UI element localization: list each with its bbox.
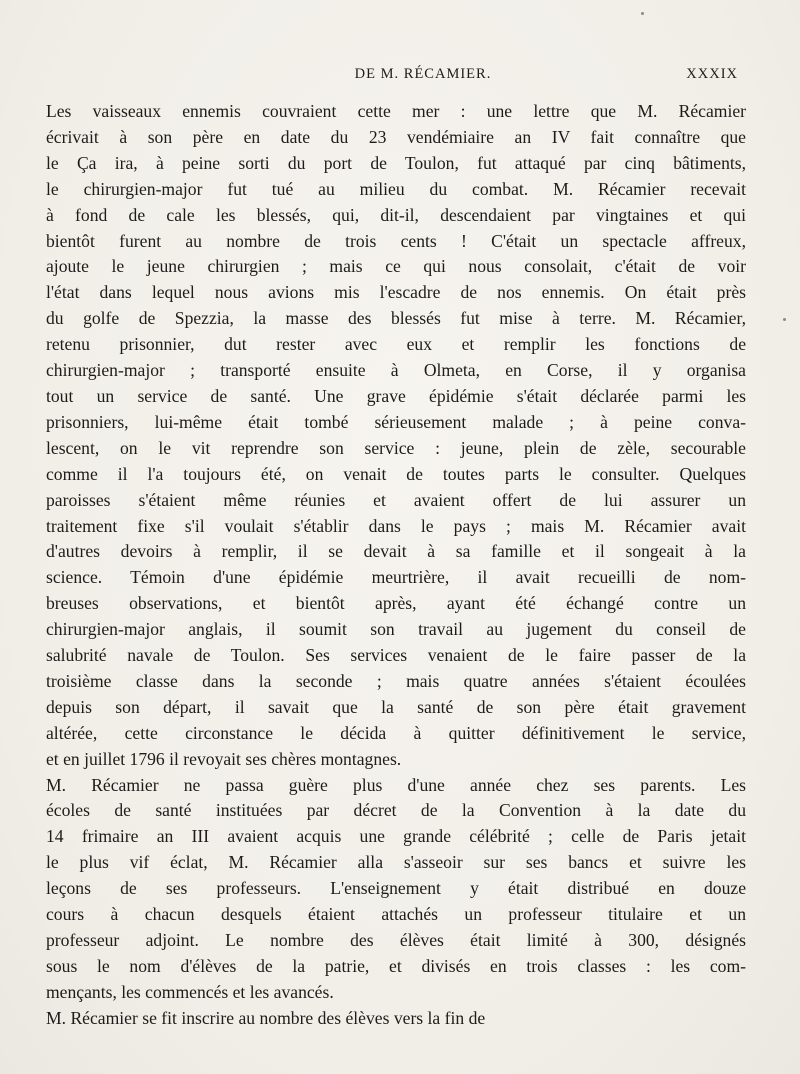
text-line: d'autres devoirs à remplir, il se devait à sa famille et il songeait à la [46, 541, 746, 562]
paragraph-1 [46, 99, 746, 773]
text-line: mençants, les commencés et les avancés. [46, 981, 334, 1002]
text-line: science. Témoin d'une épidémie meurtrière, il avait recueilli de nom- [46, 567, 746, 588]
text-line: le chirurgien-major fut tué au milieu du combat. M. Récamier recevait [46, 178, 746, 199]
text-line: breuses observations, et bientôt après, ayant été échangé contre un [46, 593, 746, 614]
text-line: troisième classe dans la seconde ; mais quatre années s'étaient écoulées [46, 670, 746, 691]
text-line: écoles de santé instituées par décret de la Convention à la date du [46, 800, 746, 821]
text-line: ajoute le jeune chirurgien ; mais ce qui nous consolait, c'était de voir [46, 256, 746, 277]
text-line: traitement fixe s'il voulait s'établir dans le pays ; mais M. Récamier avait [46, 515, 746, 536]
text-line: à fond de cale les blessés, qui, dit-il, descendaient par vingtaines et qui [46, 204, 746, 225]
text-line: leçons de ses professeurs. L'enseignement y était distribué en douze [46, 878, 746, 899]
text-line: chirurgien-major ; transporté ensuite à Olmeta, en Corse, il y organisa [46, 360, 746, 381]
text-line: et en juillet 1796 il revoyait ses chères montagnes. [46, 748, 402, 769]
text-line: altérée, cette circonstance le décida à quitter définitivement le service, [46, 722, 746, 743]
text-line: tout un service de santé. Une grave épidémie s'était déclarée parmi les [46, 385, 746, 406]
text-line: écrivait à son père en date du 23 vendémiaire an IV fait connaître que [46, 126, 746, 147]
text-line: Les vaisseaux ennemis couvraient cette mer : une lettre que M. Récamier [46, 101, 746, 121]
text-line: 14 frimaire an III avaient acquis une grande célébrité ; celle de Paris jetait [46, 826, 746, 847]
running-head-title: DE M. RÉCAMIER. [354, 66, 492, 82]
body-text [46, 99, 746, 1032]
text-line: du golfe de Spezzia, la masse des blessés fut mise à terre. M. Récamier, [46, 308, 746, 329]
text-line: cours à chacun desquels étaient attachés un professeur titulaire et un [46, 904, 746, 925]
paragraph-2 [46, 773, 746, 1006]
text-line: sous le nom d'élèves de la patrie, et divisés en trois classes : les com- [46, 955, 746, 976]
text-line: bientôt furent au nombre de trois cents ! C'était un spectacle affreux, [46, 230, 746, 251]
ink-speck [783, 318, 786, 321]
text-line: prisonniers, lui-même était tombé sérieusement malade ; à peine conva- [46, 411, 746, 432]
text-line: chirurgien-major anglais, il soumit son travail au jugement du conseil de [46, 619, 746, 640]
text-line: depuis son départ, il savait que la santé de son père était gravement [46, 696, 746, 717]
page-number: XXXIX [686, 66, 738, 82]
running-head [108, 66, 738, 88]
text-line: l'état dans lequel nous avions mis l'escadre de nos ennemis. On était près [46, 282, 746, 303]
text-line: retenu prisonnier, dut rester avec eux et remplir les fonctions de [46, 334, 746, 355]
text-line: comme il l'a toujours été, on venait de toutes parts le consulter. Quelques [46, 463, 746, 484]
text-line: salubrité navale de Toulon. Ses services venaient de le faire passer de la [46, 645, 746, 666]
text-line: paroisses s'étaient même réunies et avaient offert de lui assurer un [46, 489, 746, 510]
ink-speck [641, 12, 644, 15]
text-line: professeur adjoint. Le nombre des élèves était limité à 300, désignés [46, 930, 746, 950]
text-line: M. Récamier ne passa guère plus d'une année chez ses parents. Les [46, 774, 746, 795]
text-line: le plus vif éclat, M. Récamier alla s'asseoir sur ses bancs et suivre les [46, 852, 746, 873]
text-line: lescent, on le vit reprendre son service : jeune, plein de zèle, secourable [46, 437, 746, 458]
paragraph-3 [46, 1006, 746, 1032]
text-line: M. Récamier se fit inscrire au nombre des élèves vers la fin de [46, 1007, 486, 1028]
text-line: le Ça ira, à peine sorti du port de Toulon, fut attaqué par cinq bâtiments, [46, 152, 746, 173]
